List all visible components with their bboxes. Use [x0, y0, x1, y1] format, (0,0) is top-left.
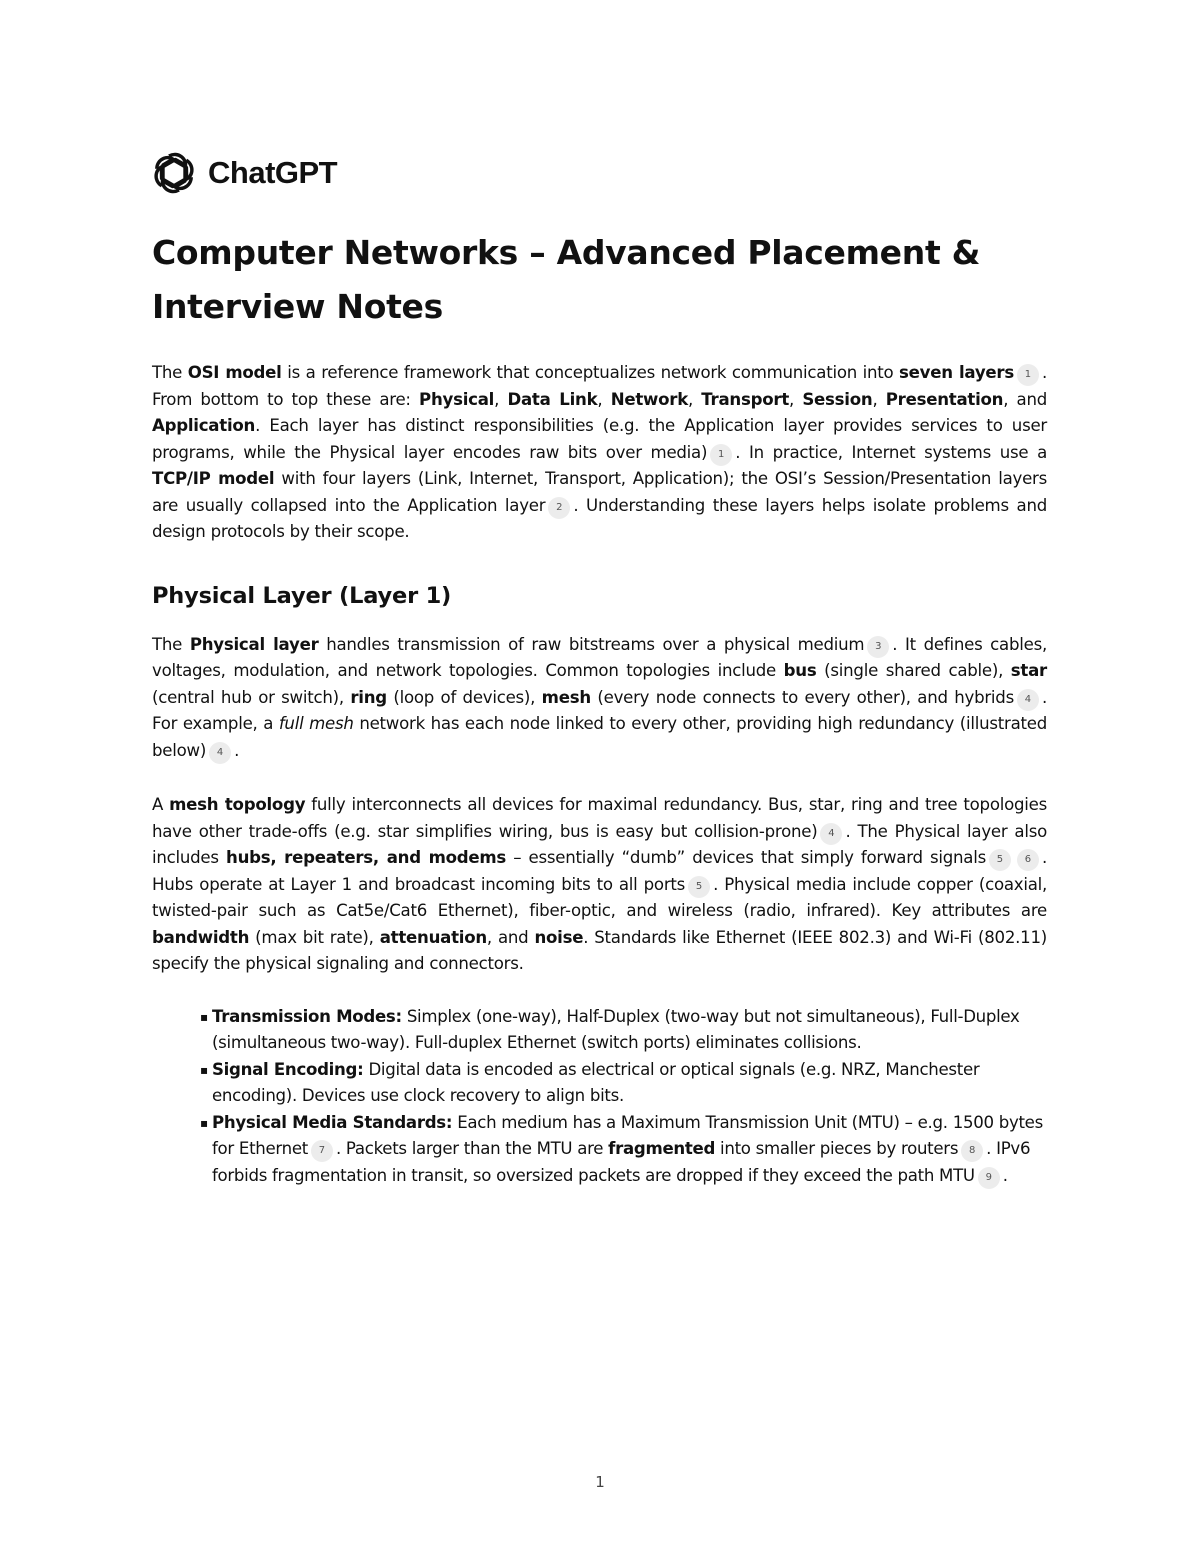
physical-layer-paragraph-2: A mesh topology fully interconnects all devices for maximal redundancy. Bus, star, ring and tree topologies have other trade-offs (e.g. star simplifies wiring, bus is easy but collision-prone) 4 . The Physical layer also includes hubs, repeaters, and modems – essentially “dumb” devices that simply forward signals 5 6 . Hubs operate at Layer 1 and broadcast incoming bits to all ports 5 . Physical media include copper (coaxial, twisted-pair such as Cat5e/Cat6 Ethernet), fiber-optic, and wireless (radio, infrared). Key attributes are bandwidth (max bit rate), attenuation, and noise. Standards like Ethernet (IEEE 802.3) and Wi-Fi (802.11) specify the physical signaling and connectors.: [152, 795, 1048, 973]
logo-wordmark: ChatGPT: [208, 155, 338, 190]
citation-badge[interactable]: 4: [1017, 689, 1039, 711]
citation-badge[interactable]: 4: [209, 742, 231, 764]
physical-layer-paragraph-1: The Physical layer handles transmission of raw bitstreams over a physical medium 3 . It defines cables, voltages, modulation, and network topologies. Common topologies include bus (single shared cable), star (central hub or switch), ring (loop of devices), mesh (every node connects to every other), and hybrids 4 . For example, a full mesh network has each node linked to every other, providing high redundancy (illustrated below) 4 .: [152, 632, 1047, 765]
chatgpt-logo: [152, 150, 1047, 196]
section-heading-physical-layer: Physical Layer (Layer 1): [152, 582, 452, 609]
citation-badge[interactable]: 2: [548, 497, 570, 519]
citation-badge[interactable]: 1: [710, 444, 732, 466]
citation-badge[interactable]: 5: [989, 849, 1011, 871]
list-item: ▪ Physical Media Standards: Each medium has a Maximum Transmission Unit (MTU) – e.g. 1500 bytes for Ethernet 7 . Packets larger than the MTU are fragmented into smaller pieces by routers 8 . IPv6 forbids fragmentation in transit, so oversized packets are dropped if they exceed the path MTU 9 .: [212, 1110, 1047, 1190]
citation-badge[interactable]: 4: [820, 823, 842, 845]
citation-badge[interactable]: 3: [867, 636, 889, 658]
citation-badge[interactable]: 7: [311, 1140, 333, 1162]
citation-badge[interactable]: 5: [688, 876, 710, 898]
citation-badge[interactable]: 1: [1017, 364, 1039, 386]
openai-logo-icon: [152, 151, 196, 195]
intro-paragraph: The OSI model is a reference framework that conceptualizes network communication into seven layers 1 . From bottom to top these are: Physical, Data Link, Network, Transport, Session, Presentation, and Application. Each layer has distinct responsibilities (e.g. the Application layer provides services to user programs, while the Physical layer encodes raw bits over media) 1 . In practice, Internet systems use a TCP/IP model with four layers (Link, Internet, Transport, Application); the OSI’s Session/Presentation layers are usually collapsed into the Application layer 2 . Understanding these layers helps isolate problems and design protocols by their scope.: [152, 363, 1048, 541]
document-title: Computer Networks – Advanced Placement & Interview Notes: [152, 233, 981, 326]
page-number: 1: [595, 1473, 605, 1491]
physical-layer-bullet-list: [212, 1004, 1047, 1190]
document-page: [152, 150, 1047, 1189]
citation-badge[interactable]: 9: [978, 1167, 1000, 1189]
citation-badge[interactable]: 6: [1017, 849, 1039, 871]
citation-badge[interactable]: 8: [961, 1140, 983, 1162]
list-item: ▪ Signal Encoding: Digital data is encoded as electrical or optical signals (e.g. NRZ, Manchester encoding). Devices use clock recovery to align bits.: [212, 1057, 1047, 1110]
list-item: ▪ Transmission Modes: Simplex (one-way), Half-Duplex (two-way but not simultaneous), Full-Duplex (simultaneous two-way). Full-duplex Ethernet (switch ports) eliminates collisions.: [212, 1004, 1047, 1057]
